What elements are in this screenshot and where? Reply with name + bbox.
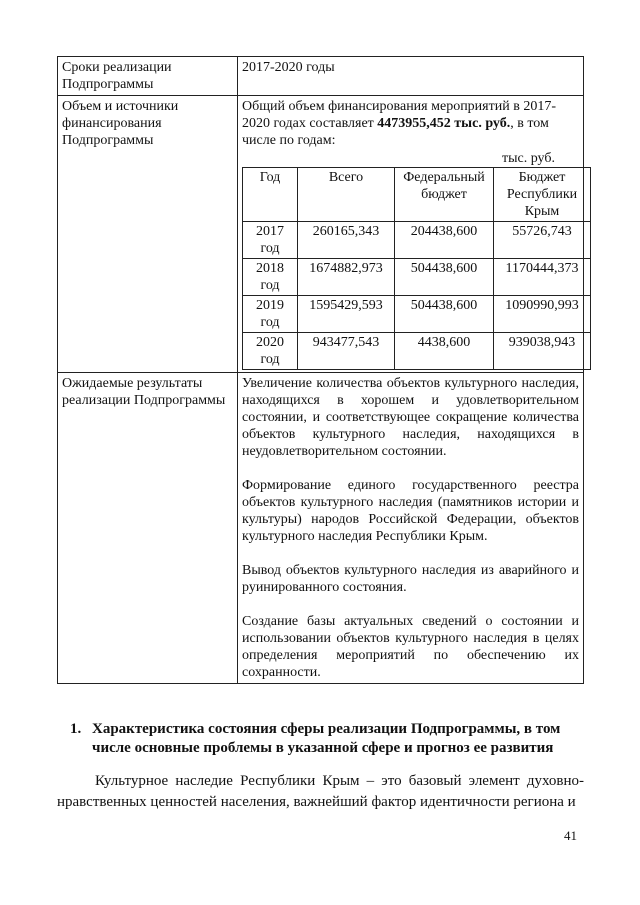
result-item: Формирование единого государственного реестра объектов культурного наследия (памятников истории и культуры) народов Российской Федерации, объектов культурного наследия Республики Крым. <box>242 478 579 544</box>
cell-federal: 504438,600 <box>395 259 494 296</box>
cell-federal: 504438,600 <box>395 296 494 333</box>
funding-cell <box>238 96 584 373</box>
results-label: Ожидаемые результаты реализации Подпрограммы <box>58 373 238 684</box>
header-year: Год <box>243 168 298 222</box>
cell-total: 260165,343 <box>298 222 395 259</box>
cell-year: 2018 год <box>243 259 298 296</box>
header-federal: Федеральный бюджет <box>395 168 494 222</box>
cell-federal: 4438,600 <box>395 333 494 370</box>
section-heading <box>70 720 580 758</box>
cell-total: 1595429,593 <box>298 296 395 333</box>
funding-text-before: Общий объем финансирования мероприятий в 2017-2020 годах составляет <box>242 99 556 131</box>
period-label: Сроки реализации Подпрограммы <box>58 57 238 96</box>
table-row <box>243 296 591 333</box>
results-cell <box>238 373 584 684</box>
section-heading-line1 <box>70 720 580 739</box>
cell-regional: 1090990,993 <box>494 296 591 333</box>
period-value: 2017-2020 годы <box>238 57 584 96</box>
funding-row <box>58 96 584 373</box>
cell-total: 1674882,973 <box>298 259 395 296</box>
cell-regional: 1170444,373 <box>494 259 591 296</box>
section-title-line2: числе основные проблемы в указанной сфере и прогноз ее развития <box>92 740 554 756</box>
page-number: 41 <box>564 828 577 843</box>
passport-table <box>57 56 584 684</box>
funding-text-after: , в том числе по годам: <box>242 116 549 148</box>
cell-year: 2020 год <box>243 333 298 370</box>
funding-total: 4473955,452 тыс. руб. <box>377 116 511 131</box>
table-row <box>243 222 591 259</box>
table-row <box>243 333 591 370</box>
results-row <box>58 373 584 684</box>
cell-total: 943477,543 <box>298 333 395 370</box>
section-title-line1: Характеристика состояния сферы реализации Подпрограммы, в том <box>92 721 561 737</box>
cell-year: 2019 год <box>243 296 298 333</box>
cell-regional: 55726,743 <box>494 222 591 259</box>
financing-table <box>242 167 591 370</box>
cell-federal: 204438,600 <box>395 222 494 259</box>
header-total: Всего <box>298 168 395 222</box>
cell-year: 2017 год <box>243 222 298 259</box>
financing-header-row <box>243 168 591 222</box>
result-item: Создание базы актуальных сведений о состоянии и использовании объектов культурного наследия в целях определения мероприятий по обеспечению их сохранности. <box>242 614 579 680</box>
funding-text <box>242 98 579 149</box>
section-number: 1. <box>70 721 82 737</box>
cell-regional: 939038,943 <box>494 333 591 370</box>
unit-label: тыс. руб. <box>502 151 555 166</box>
funding-label: Объем и источники финансирования Подпрограммы <box>58 96 238 373</box>
period-row <box>58 57 584 96</box>
body-paragraph: Культурное наследие Республики Крым – это базовый элемент духовно-нравственных ценностей населения, важнейший фактор идентичности региона и <box>57 773 584 810</box>
result-item: Увеличение количества объектов культурного наследия, находящихся в хорошем и удовлетворительном состоянии, и соответствующее сокращение количества объектов культурного наследия, находящихся в неудовлетворительном состоянии. <box>242 376 579 459</box>
header-regional: Бюджет Республики Крым <box>494 168 591 222</box>
result-item: Вывод объектов культурного наследия из аварийного и руинированного состояния. <box>242 563 579 595</box>
table-row <box>243 259 591 296</box>
